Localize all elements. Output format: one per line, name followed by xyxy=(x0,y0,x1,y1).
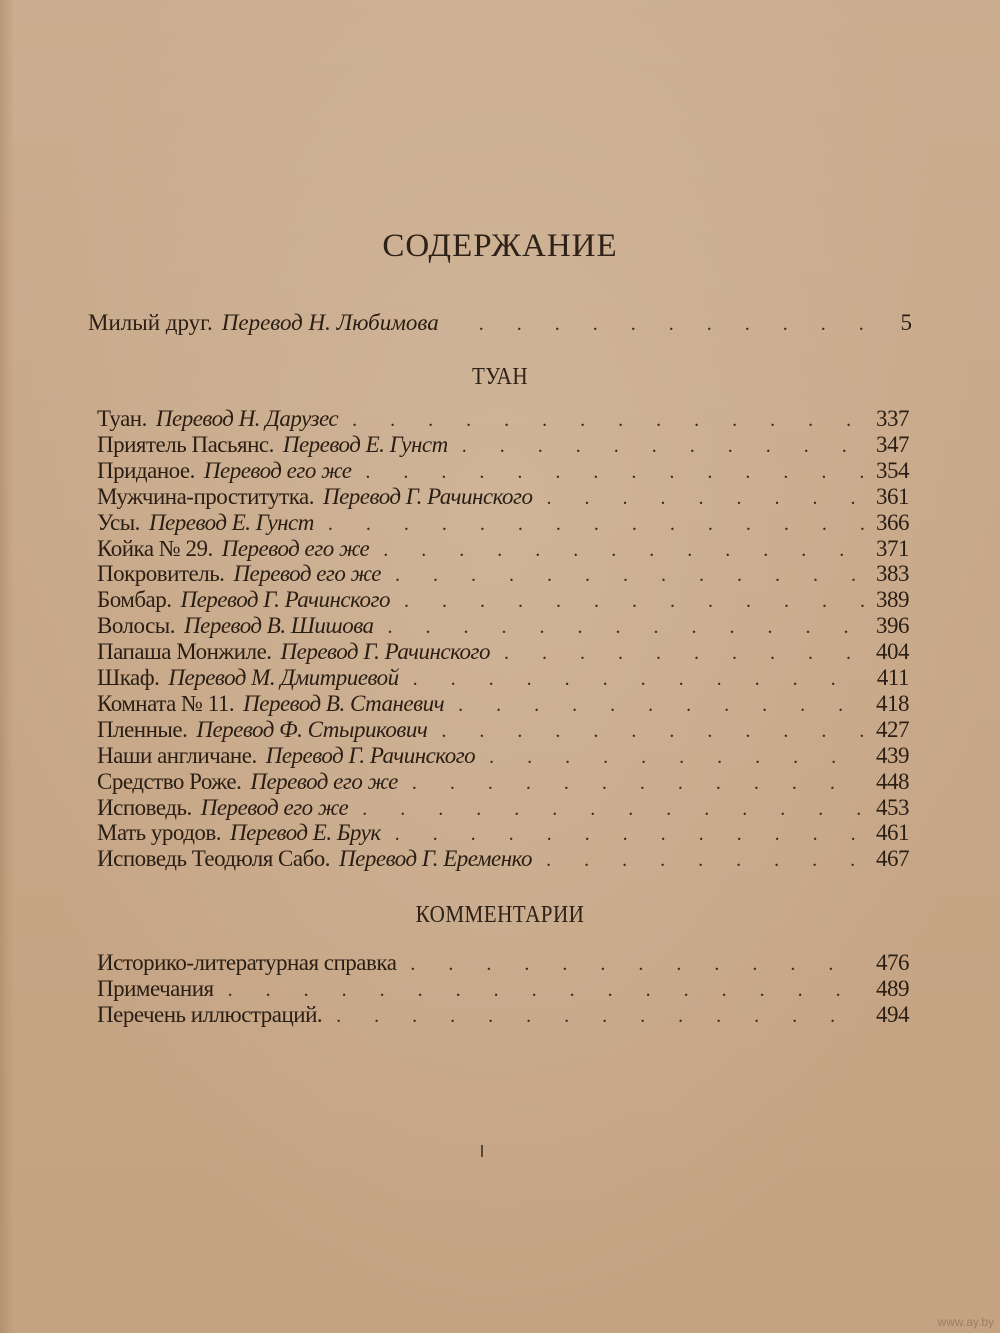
toc-entry xyxy=(97,484,909,511)
watermark: www.ay.by xyxy=(937,1315,994,1329)
toc-entry xyxy=(97,587,909,614)
section-heading: КОММЕНТАРИИ xyxy=(415,902,585,928)
leader-dots xyxy=(489,744,865,770)
entry-title: Покровитель. xyxy=(97,561,225,587)
leader-dots xyxy=(546,485,865,511)
toc-entry xyxy=(97,510,909,537)
leader-dots xyxy=(362,796,865,822)
entry-title: Волосы. xyxy=(97,613,175,639)
toc-entry xyxy=(97,795,909,822)
page-edge-shadow xyxy=(0,0,14,1333)
entry-translator: Перевод Г. Рачинского xyxy=(180,587,390,613)
toc-entry xyxy=(97,458,909,485)
entry-page: 439 xyxy=(876,742,909,768)
entry-page: 371 xyxy=(876,535,909,561)
toc-entry xyxy=(97,820,909,847)
entry-title: Приданое. xyxy=(97,457,195,483)
leader-dots xyxy=(352,407,865,433)
toc-entry xyxy=(97,561,909,588)
entry-title: Наши англичане. xyxy=(97,742,257,768)
entry-title: Пленные. xyxy=(97,716,188,742)
entry-title: Исповедь. xyxy=(97,794,192,820)
entry-title: Комната № 11. xyxy=(97,690,235,716)
leader-dots xyxy=(395,821,865,847)
entry-translator: Перевод Г. Еременко xyxy=(339,846,533,872)
entry-title: Туан. xyxy=(97,406,147,431)
entry-title: Шкаф. xyxy=(97,665,160,690)
entry-translator: Перевод Е. Гунст xyxy=(148,509,314,535)
leader-dots xyxy=(504,640,865,666)
leader-dots xyxy=(413,666,865,692)
entry-page: 467 xyxy=(876,846,909,872)
toc-entry xyxy=(97,1002,909,1029)
leader-dots xyxy=(441,718,865,744)
toc-entry xyxy=(97,769,909,796)
leader-dots xyxy=(395,562,865,588)
ink-mark xyxy=(481,1145,483,1157)
toc-entry xyxy=(97,743,909,770)
entry-title: Историко-литературная справка xyxy=(97,950,397,975)
entry-translator: Перевод его же xyxy=(200,794,349,820)
entry-page: 489 xyxy=(876,976,909,1001)
entry-title: Примечания xyxy=(97,976,214,1001)
entry-page: 476 xyxy=(876,950,909,975)
entry-translator: Перевод его же xyxy=(250,768,398,794)
leader-dots xyxy=(228,977,865,1003)
leader-dots xyxy=(365,459,865,485)
toc-entry xyxy=(97,536,909,563)
toc-entry xyxy=(97,976,909,1003)
entry-translator: Перевод его же xyxy=(221,535,370,561)
toc-entry xyxy=(88,310,912,337)
toc-entry xyxy=(97,846,909,873)
entry-page: 383 xyxy=(876,561,909,587)
entry-title: Исповедь Теодюля Сабо. xyxy=(97,846,331,872)
entry-title: Бомбар. xyxy=(97,587,172,613)
leader-dots xyxy=(546,847,865,873)
entry-title: Приятель Пасьянс. xyxy=(97,431,274,457)
entry-title: Милый друг. xyxy=(88,310,213,335)
entry-translator: Перевод Н. Любимова xyxy=(221,310,439,335)
entry-page: 411 xyxy=(876,665,909,690)
entry-page: 389 xyxy=(876,587,909,613)
toc-entry xyxy=(97,717,909,744)
toc-entry xyxy=(97,665,909,692)
entry-page: 347 xyxy=(876,431,909,457)
entry-translator: Перевод Г. Рачинского xyxy=(280,639,490,665)
entry-page: 404 xyxy=(876,639,909,665)
leader-dots xyxy=(412,770,865,796)
leader-dots xyxy=(328,511,865,537)
entry-page: 461 xyxy=(876,820,909,846)
entry-translator: Перевод его же xyxy=(233,561,381,587)
entry-title: Средство Роже. xyxy=(97,768,242,794)
leader-dots xyxy=(458,692,865,718)
leader-dots xyxy=(404,588,865,614)
leader-dots xyxy=(479,311,868,337)
entry-translator: Перевод Ф. Стырикович xyxy=(196,716,428,742)
entry-page: 366 xyxy=(876,509,909,535)
toc-entry xyxy=(97,613,909,640)
toc-entry xyxy=(97,432,909,459)
entry-translator: Перевод Г. Рачинского xyxy=(322,483,533,509)
leader-dots xyxy=(462,433,865,459)
toc-entry xyxy=(97,639,909,666)
leader-dots xyxy=(336,1003,865,1029)
entry-title: Папаша Монжиле. xyxy=(97,639,272,665)
section-heading: ТУАН xyxy=(471,364,529,390)
entry-title: Мать уродов. xyxy=(97,820,222,846)
entry-translator: Перевод В. Станевич xyxy=(243,690,445,716)
page-title: СОДЕРЖАНИЕ xyxy=(382,228,618,264)
entry-translator: Перевод М. Дмитриевой xyxy=(168,665,399,690)
entry-page: 453 xyxy=(876,794,909,820)
entry-translator: Перевод Н. Дарузес xyxy=(155,406,339,431)
toc-entry xyxy=(97,950,909,977)
entry-translator: Перевод В. Шишова xyxy=(184,613,374,639)
toc-entry xyxy=(97,406,909,433)
entry-page: 354 xyxy=(876,457,909,483)
toc-entry xyxy=(97,691,909,718)
entry-page: 448 xyxy=(876,768,909,794)
entry-translator: Перевод Г. Рачинского xyxy=(265,742,476,768)
entry-title: Койка № 29. xyxy=(97,535,213,561)
entry-title: Мужчина-проститутка. xyxy=(97,483,314,509)
entry-page: 427 xyxy=(876,716,909,742)
entry-page: 5 xyxy=(900,310,912,335)
entry-page: 361 xyxy=(876,483,909,509)
entry-page: 494 xyxy=(876,1002,909,1027)
entry-page: 396 xyxy=(876,613,909,639)
entry-page: 337 xyxy=(876,406,909,431)
entry-page: 418 xyxy=(876,690,909,716)
entry-title: Перечень иллюстраций. xyxy=(97,1002,323,1027)
leader-dots xyxy=(410,951,865,977)
entry-translator: Перевод Е. Брук xyxy=(230,820,381,846)
leader-dots xyxy=(383,537,865,563)
entry-translator: Перевод его же xyxy=(203,457,352,483)
entry-title: Усы. xyxy=(97,509,140,535)
leader-dots xyxy=(388,614,865,640)
entry-translator: Перевод Е. Гунст xyxy=(282,431,448,457)
